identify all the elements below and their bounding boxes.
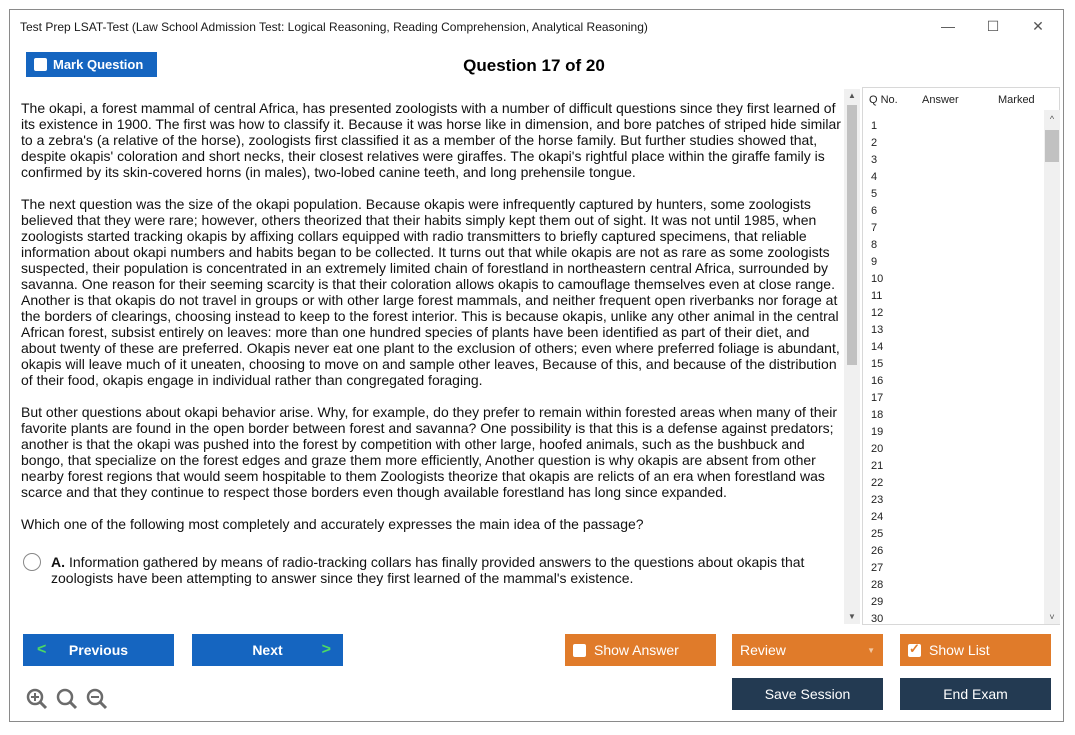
passage-paragraph: The next question was the size of the okapi population. Because okapis were infrequently captured by hunters, some zoologists believed that they were rare; however, others theorized that their habits simply kept them out of sight. It was not until 1985, when zoologists started tracking okapis by affixing collars equipped with radio transmitters to briefly captured specimens, that reliable information about okapi numbers and habits began to be collected. It turns out that while okapis are not as rare as some zoologists suspected, their population is concentrated in an extremely limited chain of forestland in northeastern central Africa, surrounded by savanna. One reason for their seeming scarcity is that their coloration allows okapis to camouflage themselves even at close range. Another is that okapis do not travel in groups or with other large forest mammals, and neither frequent open riverbanks nor forage at the borders of clearings, choosing instead to keep to the forest interior. This is because okapis, unlike any other animal in the central African forest, subsist entirely on leaves: more than one hundred species of plants have been identified as part of their diet, and about twenty of these are preferred. Okapis never eat one plant to the exclusion of others; even where preferred foliage is abundant, okapis will leave much of it uneaten, choosing to move on and sample other leaves, Because of this, and because of the distribution of their food, okapis engage in individual rather than congregated foraging. <box>21 196 840 388</box>
question-list-row[interactable]: 30 <box>871 613 884 625</box>
show-list-label: Show List <box>929 642 990 658</box>
question-list-row[interactable]: 4 <box>871 171 878 183</box>
question-list-scrollbar[interactable] <box>1044 110 1060 624</box>
checkbox-icon[interactable] <box>34 58 47 71</box>
question-list-row[interactable]: 25 <box>871 528 884 540</box>
radio-icon[interactable] <box>23 553 41 571</box>
question-list-row[interactable]: 26 <box>871 545 884 557</box>
question-list-row[interactable]: 5 <box>871 188 878 200</box>
question-list-row[interactable]: 22 <box>871 477 884 489</box>
scrollbar-thumb[interactable] <box>847 105 857 365</box>
question-list-row[interactable]: 10 <box>871 273 884 285</box>
question-list-row[interactable]: 29 <box>871 596 884 608</box>
option-letter: A. <box>51 554 65 570</box>
question-list-row[interactable]: 21 <box>871 460 884 472</box>
question-list-row[interactable]: 11 <box>871 290 883 302</box>
question-list-row[interactable]: 12 <box>871 307 884 319</box>
end-exam-button[interactable]: End Exam <box>900 678 1051 710</box>
zoom-in-icon[interactable] <box>26 688 48 716</box>
minimize-button[interactable]: — <box>941 18 955 34</box>
next-button[interactable] <box>192 634 343 666</box>
zoom-reset-icon[interactable] <box>56 688 78 716</box>
question-list-row[interactable]: 7 <box>871 222 878 234</box>
question-list-row[interactable]: 24 <box>871 511 884 523</box>
question-list-row[interactable]: 28 <box>871 579 884 591</box>
chevron-right-icon: > <box>321 641 331 658</box>
question-list-row[interactable]: 19 <box>871 426 884 438</box>
question-title: Question 17 of 20 <box>463 56 605 75</box>
question-list-header <box>863 88 1059 110</box>
show-list-button[interactable] <box>900 634 1051 666</box>
question-stem: Which one of the following most completely and accurately expresses the main idea of the passage? <box>21 516 644 532</box>
question-list-row[interactable]: 8 <box>871 239 878 251</box>
app-window <box>9 9 1064 722</box>
scroll-up-icon[interactable]: ▲ <box>848 91 856 100</box>
question-list-row[interactable]: 14 <box>871 341 884 353</box>
chevron-up-icon[interactable]: ^ <box>1049 114 1055 124</box>
passage-scrollbar[interactable] <box>844 89 860 624</box>
checkbox-icon[interactable] <box>573 644 586 657</box>
question-list-row[interactable]: 9 <box>871 256 878 268</box>
column-marked: Marked <box>998 94 1035 106</box>
question-list-row[interactable]: 3 <box>871 154 878 166</box>
question-list-row[interactable]: 6 <box>871 205 878 217</box>
scroll-down-icon[interactable]: ▼ <box>848 612 856 621</box>
show-answer-label: Show Answer <box>594 642 679 658</box>
title-bar <box>10 10 1063 42</box>
question-list-row[interactable]: 13 <box>871 324 884 336</box>
chevron-left-icon: < <box>37 641 47 658</box>
question-list-rows <box>863 118 1043 628</box>
option-text: Information gathered by means of radio-tracking collars has finally provided answers to the questions about okapis that zoologists have been attempting to answer since they first learned of the mammal's existence. <box>51 554 805 586</box>
previous-button[interactable] <box>23 634 174 666</box>
review-label: Review <box>740 642 786 658</box>
question-list-row[interactable]: 2 <box>871 137 878 149</box>
question-list <box>862 87 1060 625</box>
passage-paragraph: But other questions about okapi behavior arise. Why, for example, do they prefer to remain within forested areas when many of their favorite plants are found in the open border between forest and savanna? One possibility is that this is a defense against predators; another is that the okapi was pushed into the forest by competition with other large, hoofed animals, such as the bushbuck and bongo, that specialize on the forest edges and graze them more efficiently, Another question is why okapis are absent from other nearby forest regions that would seem hospitable to them Zoologists theorize that okapis are relicts of an era when forestland was scarce and that they continue to respect those borders even though available forestland has long since expanded. <box>21 404 838 500</box>
zoom-out-icon[interactable] <box>86 688 108 716</box>
question-list-row[interactable]: 23 <box>871 494 884 506</box>
column-answer: Answer <box>922 94 959 106</box>
question-list-row[interactable]: 15 <box>871 358 884 370</box>
question-list-row[interactable]: 20 <box>871 443 884 455</box>
passage-panel <box>21 100 841 623</box>
question-list-row[interactable]: 16 <box>871 375 884 387</box>
column-qno: Q No. <box>869 94 898 106</box>
window-title: Test Prep LSAT-Test (Law School Admission Test: Logical Reasoning, Reading Comprehension, Analytical Reasoning) <box>20 20 648 34</box>
checkbox-icon[interactable]: ✓ <box>909 640 920 656</box>
save-session-button[interactable]: Save Session <box>732 678 883 710</box>
answer-option-a[interactable] <box>23 554 841 586</box>
dropdown-arrow-icon: ▼ <box>867 645 875 655</box>
passage-paragraph: The okapi, a forest mammal of central Africa, has presented zoologists with a number of difficult questions since they first learned of its existence in 1900. The first was how to classify it. Because it was horse like in dimension, and bore patches of striped hide similar to a zebra's (a relative of the horse), zoologists first classified it as a member of the horse family. But further studies showed that, despite okapis' coloration and short necks, their closest relatives were giraffes. The okapi's rightful place within the giraffe family is confirmed by its skin-covered horns (in males), two-lobed canine teeth, and long prehensile tongue. <box>21 100 841 180</box>
close-button[interactable]: ✕ <box>1032 18 1044 34</box>
question-list-row[interactable]: 18 <box>871 409 884 421</box>
question-list-row[interactable]: 27 <box>871 562 884 574</box>
mark-question-label: Mark Question <box>53 57 144 72</box>
scrollbar-thumb[interactable] <box>1045 130 1059 162</box>
previous-label: Previous <box>68 642 129 658</box>
chevron-down-icon[interactable]: ˅ <box>1049 612 1055 622</box>
maximize-button[interactable]: ☐ <box>986 18 1000 34</box>
mark-question-button[interactable] <box>26 52 157 77</box>
review-dropdown[interactable] <box>732 634 883 666</box>
next-label: Next <box>252 642 283 658</box>
show-answer-button[interactable] <box>565 634 716 666</box>
question-list-row[interactable]: 17 <box>871 392 884 404</box>
question-list-row[interactable]: 1 <box>871 120 878 132</box>
